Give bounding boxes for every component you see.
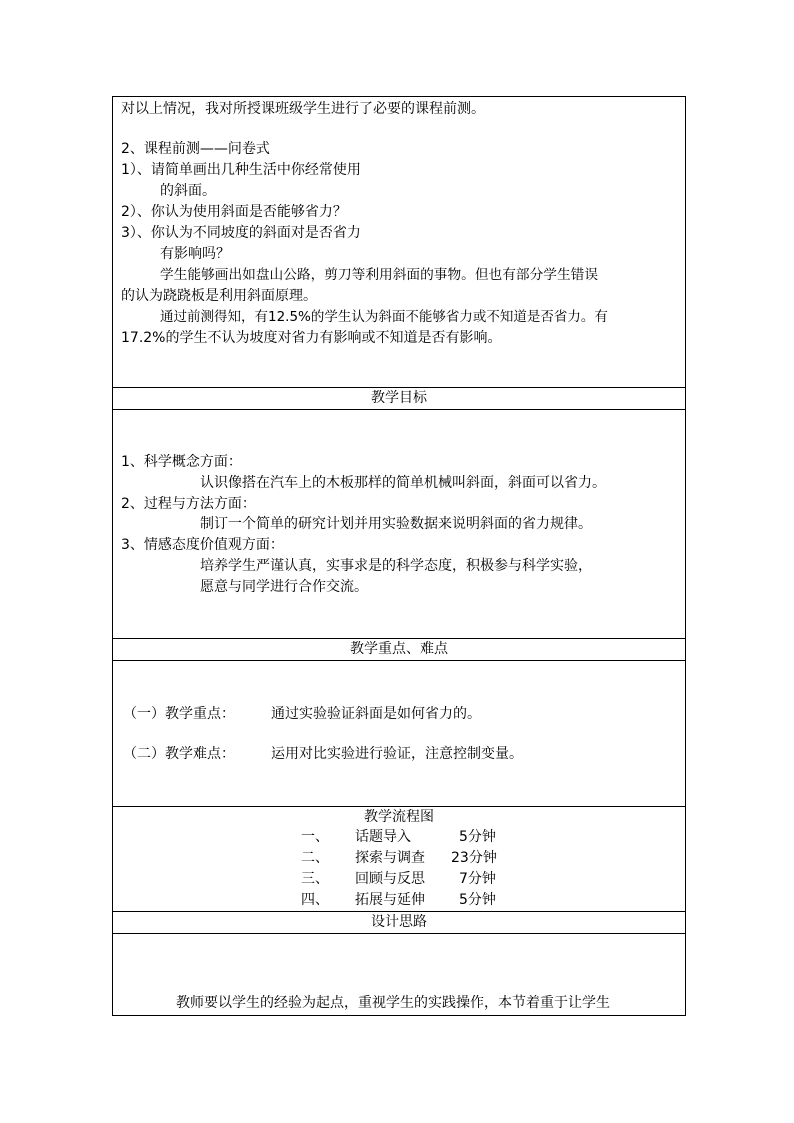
pretest-line-3: 1）、请简单画出几种生活中你经常使用 xyxy=(121,162,361,178)
pretest-line-5: 2）、你认为使用斜面是否能够省力？ xyxy=(121,204,347,220)
flow-step-name: 探索与调查 xyxy=(355,850,425,866)
pretest-line-1: 对以上情况，我对所授课班级学生进行了必要的课程前测。 xyxy=(121,101,485,117)
pretest-line-9: 的认为跷跷板是利用斜面原理。 xyxy=(121,288,317,304)
flow-title: 教学流程图 xyxy=(364,809,434,825)
design-cell xyxy=(113,934,685,1015)
flow-step-name: 话题导入 xyxy=(355,829,411,845)
keypoints-cell xyxy=(113,661,685,806)
flow-step-num: 二、 xyxy=(301,850,329,866)
goal-line-5: 3、情感态度价值观方面： xyxy=(121,537,284,553)
keypoint-label-1: （一）教学重点： xyxy=(123,706,235,722)
flow-cell xyxy=(113,807,685,911)
flow-step-name: 拓展与延伸 xyxy=(355,892,425,908)
flow-step-name: 回顾与反思 xyxy=(355,871,425,887)
flow-step-time: 5分钟 xyxy=(459,829,496,845)
flow-step-time: 5分钟 xyxy=(459,892,496,908)
pretest-line-4: 的斜面。 xyxy=(160,183,216,199)
pretest-line-7: 有影响吗？ xyxy=(160,246,230,262)
pretest-line-11: 17.2%的学生不认为坡度对省力有影响或不知道是否有影响。 xyxy=(121,330,502,346)
keypoints-title: 教学重点、难点 xyxy=(350,641,448,657)
goal-line-3: 2、过程与方法方面： xyxy=(121,496,256,512)
flow-step-time: 7分钟 xyxy=(459,871,496,887)
design-title: 设计思路 xyxy=(371,914,427,930)
pretest-line-8: 学生能够画出如盘山公路，剪刀等利用斜面的事物。但也有部分学生错误 xyxy=(160,267,599,283)
lesson-plan-table xyxy=(112,96,686,1016)
pretest-cell xyxy=(113,97,685,387)
design-text: 教师要以学生的经验为起点，重视学生的实践操作，本节着重于让学生 xyxy=(176,995,610,1011)
goal-line-2: 认识像搭在汽车上的木板那样的简单机械叫斜面，斜面可以省力。 xyxy=(200,475,606,491)
pretest-line-2: 2、课程前测——问卷式 xyxy=(121,141,270,157)
keypoint-text-1: 通过实验验证斜面是如何省力的。 xyxy=(271,706,481,722)
flow-step-num: 一、 xyxy=(301,829,329,845)
flow-step-time: 23分钟 xyxy=(451,850,497,866)
pretest-line-10: 通过前测得知，有12.5%的学生认为斜面不能够省力或不知道是否省力。有 xyxy=(160,309,608,325)
goal-line-4: 制订一个简单的研究计划并用实验数据来说明斜面的省力规律。 xyxy=(200,516,592,532)
keypoint-text-2: 运用对比实验进行验证，注意控制变量。 xyxy=(271,746,523,762)
goals-title: 教学目标 xyxy=(371,390,427,406)
flow-step-num: 四、 xyxy=(301,892,329,908)
flow-step-num: 三、 xyxy=(301,871,329,887)
pretest-line-6: 3）、你认为不同坡度的斜面对是否省力 xyxy=(121,225,361,241)
goals-cell xyxy=(113,410,685,638)
goal-line-6: 培养学生严谨认真，实事求是的科学态度，积极参与科学实验， xyxy=(200,558,592,574)
keypoint-label-2: （二）教学难点： xyxy=(123,746,235,762)
goal-line-7: 愿意与同学进行合作交流。 xyxy=(200,579,368,595)
goal-line-1: 1、科学概念方面： xyxy=(121,454,242,470)
